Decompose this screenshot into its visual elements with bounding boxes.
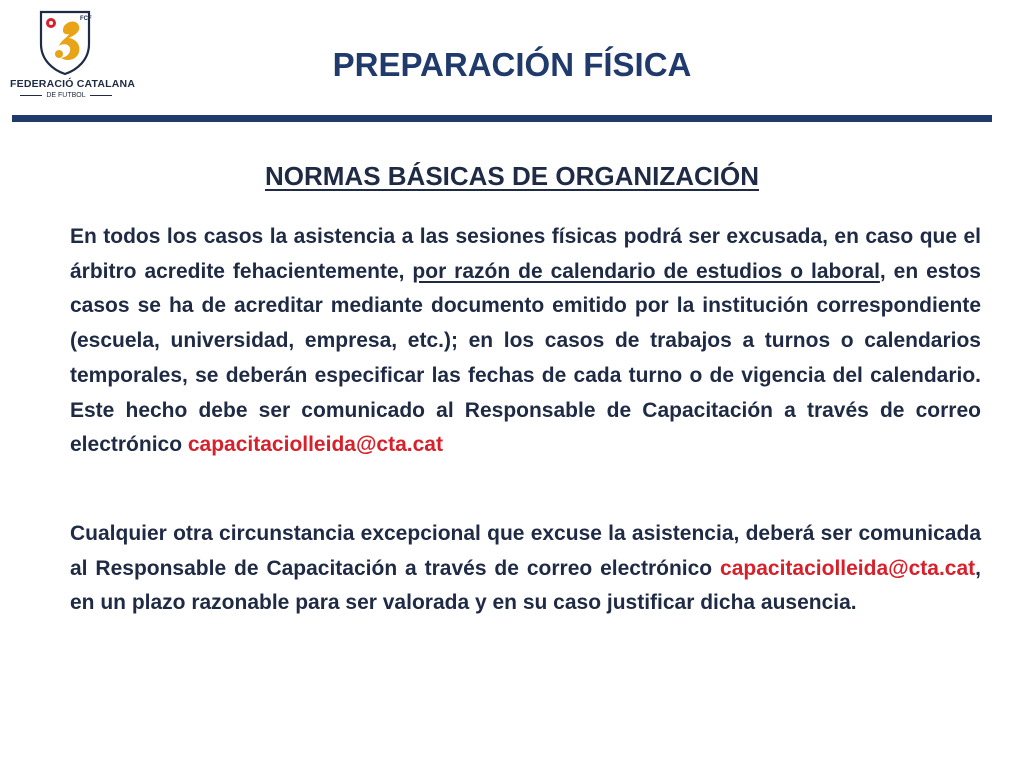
header-divider-bar [12, 115, 992, 122]
federation-logo [10, 8, 136, 108]
paragraph-1-underlined-reason: por razón de calendario de estudios o laboral [412, 259, 880, 283]
contact-email-link[interactable]: capacitaciolleida@cta.cat [187, 433, 443, 457]
logo-org-name: FEDERACIÓ CATALANA [10, 78, 136, 90]
logo-org-sub-text: DE FUTBOL [46, 92, 86, 99]
section-title: NORMAS BÁSICAS DE ORGANIZACIÓN [264, 161, 759, 191]
paragraph-2-part-2: , en un plazo razonable para ser valorada y en su caso justificar dicha ausencia. [70, 556, 981, 615]
paragraph-1-part-2: , en estos casos se ha de acreditar mediante documento emitido por la institución correspondiente (escuela, universidad, empresa, etc.); en los casos de trabajos a turnos o calendarios temporales, se deberán especificar las fechas de cada turno o de vigencia del calendario. Este hecho debe ser comunicado al Responsable de Capacitación a través de correo electrónico [70, 259, 981, 457]
shield-emblem-icon [35, 8, 95, 76]
badge-text: FCF [80, 16, 92, 22]
paragraph-exceptional-circumstances [70, 517, 981, 621]
paragraph-attendance-excuse [70, 220, 981, 463]
contact-email-link-2[interactable]: capacitaciolleida@cta.cat [720, 556, 976, 580]
paragraph-1-part-1: En todos los casos la asistencia a las sesiones físicas podrá ser excusada, en caso que el árbitro acredite fehacientemente, [70, 225, 981, 283]
paragraph-2-part-1: Cualquier otra circunstancia excepcional que excuse la asistencia, deberá ser comunicada al Responsable de Capacitación a través de correo electrónico [70, 522, 981, 580]
logo-org-subtitle [10, 92, 122, 99]
page-title: PREPARACIÓN FÍSICA [332, 46, 692, 83]
